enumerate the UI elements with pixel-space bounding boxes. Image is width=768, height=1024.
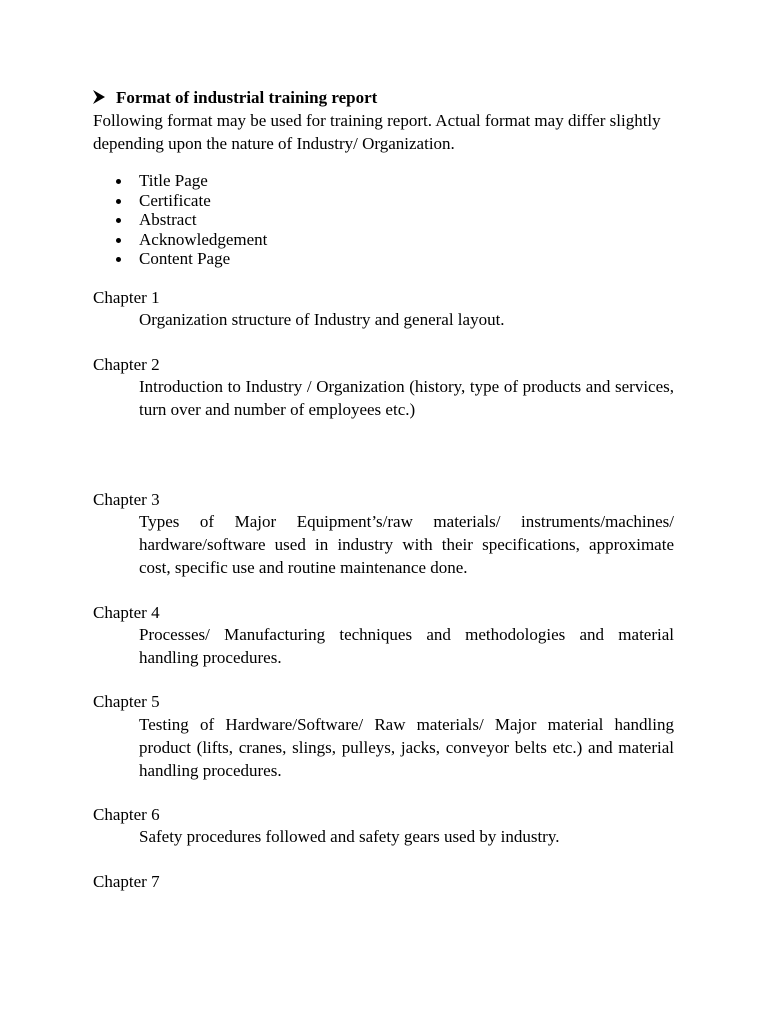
- chapter-5-label: Chapter 5: [93, 692, 160, 711]
- chapter-4-description: Processes/ Manufacturing techniques and methodologies and material handling procedures.: [139, 625, 674, 667]
- bullet-dot-icon: [116, 238, 121, 243]
- arrow-bullet-icon: [93, 90, 105, 104]
- list-item-text: Abstract: [139, 210, 197, 229]
- section-heading-text: Format of industrial training report: [116, 88, 378, 107]
- chapter-1-description: Organization structure of Industry and general layout.: [139, 310, 505, 329]
- section-heading: [93, 86, 377, 109]
- chapter-5-description: Testing of Hardware/Software/ Raw materials/ Major material handling product (lifts, cranes, slings, pulleys, jacks, conveyor belts etc.) and material handling procedures.: [139, 715, 674, 780]
- list-item: [93, 249, 267, 269]
- chapter-2-label: Chapter 2: [93, 355, 160, 374]
- bullet-dot-icon: [116, 218, 121, 223]
- list-item-text: Title Page: [139, 171, 208, 190]
- bullet-dot-icon: [116, 179, 121, 184]
- chapter-2-description: Introduction to Industry / Organization (history, type of products and services, turn over and number of employees etc.): [139, 377, 674, 419]
- list-item-text: Acknowledgement: [139, 229, 268, 249]
- bullet-dot-icon: [116, 257, 121, 262]
- chapter-7-label: Chapter 7: [93, 872, 160, 891]
- bullet-list: [93, 171, 267, 269]
- list-item-text: Content Page: [139, 249, 231, 268]
- list-item: [93, 171, 267, 191]
- list-item: [93, 230, 267, 250]
- chapter-3-label: Chapter 3: [93, 490, 160, 509]
- chapter-6-description: Safety procedures followed and safety gears used by industry.: [139, 827, 560, 846]
- list-item-text: Certificate: [139, 190, 211, 210]
- chapter-3-description: Types of Major Equipment’s/raw materials/ instruments/machines/ hardware/software used in industry with their specifications, approximate cost, specific use and routine maintenance done.: [139, 512, 674, 577]
- chapter-4-label: Chapter 4: [93, 603, 160, 622]
- intro-paragraph: Following format may be used for training report. Actual format may differ slightly depending upon the nature of Industry/ Organization.: [93, 111, 661, 153]
- bullet-dot-icon: [116, 199, 121, 204]
- list-item: [93, 191, 267, 211]
- list-item: [93, 210, 267, 230]
- chapter-1-label: Chapter 1: [93, 288, 160, 307]
- chapter-6-label: Chapter 6: [93, 805, 160, 824]
